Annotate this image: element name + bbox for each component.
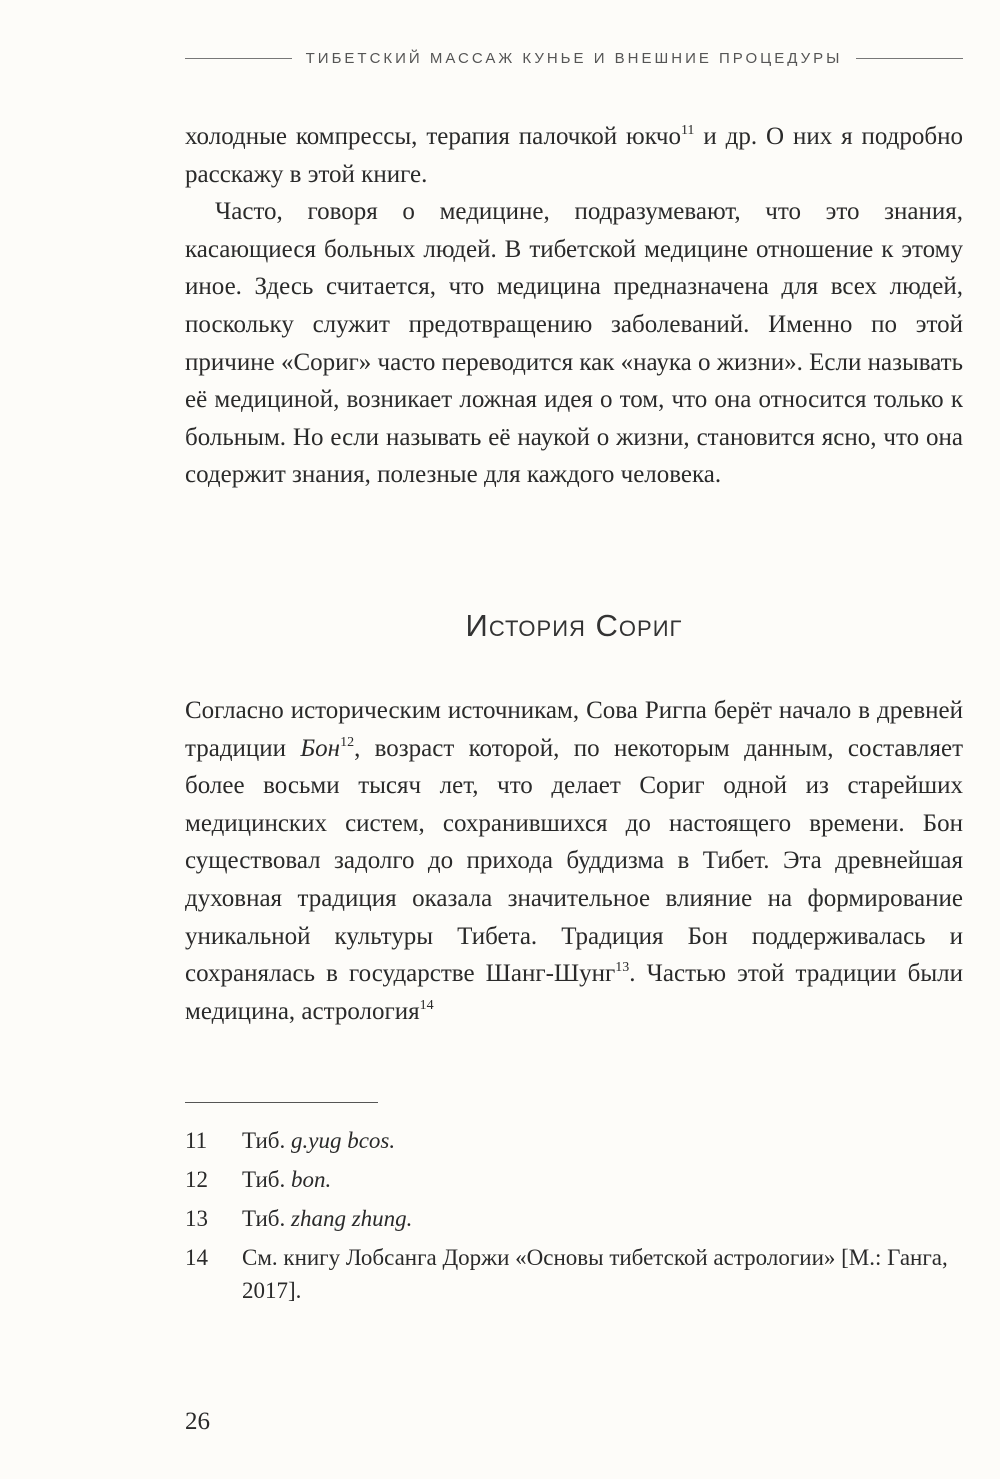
footnote-ref-11: 11 [680,123,695,138]
paragraph-3 [185,692,963,1030]
paragraph-3-text-end: . Частью этой традиции были медицина, астрология [185,960,963,1025]
footnote-text [242,1202,963,1235]
running-head [185,50,963,67]
footnote [185,1163,963,1196]
footnote [185,1202,963,1235]
running-head-title: ТИБЕТСКИЙ МАССАЖ КУНЬЕ И ВНЕШНИЕ ПРОЦЕДУРЫ [305,50,843,67]
footnote-ref-13: 13 [615,960,630,976]
footnote-prefix: Тиб. [242,1206,291,1231]
footnote-text [242,1124,963,1157]
paragraph-1 [185,118,963,193]
top-text-block [185,118,963,494]
section-title: История Сориг [465,608,683,643]
history-text-block [185,692,963,1030]
footnote-text [242,1241,963,1307]
running-head-rule-right [856,58,963,59]
paragraph-3-text-mid: , возраст которой, по некоторым данным, составляет более восьми тысяч лет, что делает Сориг одной из старейших медицинских систем, сохранившихся до настоящего времени. Бон существовал задолго до прихода буддизма в Тибет. Эта древнейшая духовная традиция оказала значительное влияние на формирование уникальной культуры Тибета. Традиция Бон поддерживалась и сохранялась в государстве Шанг-Шунг [185,734,963,988]
paragraph-2: Часто, говоря о медицине, подразумевают, что это знания, касающиеся больных людей. В тибетской медицине отношение к этому иное. Здесь считается, что медицина предназначена для всех людей, поскольку служит предотвращению заболеваний. Именно по этой причине «Сориг» часто переводится как «наука о жизни». Если называть её медициной, возникает ложная идея о том, что она относится только к больным. Но если называть её наукой о жизни, становится ясно, что она содержит знания, полезные для каждого человека. [185,198,963,489]
paragraph-1-text-end: и др. О них я подробно расскажу в этой книге. [185,123,963,188]
footnote-separator [185,1102,378,1103]
footnote-ref-12: 12 [340,734,355,750]
paragraph-3-text: Согласно историческим источникам, Сова Ригпа берёт начало в древней традиции [185,697,963,762]
footnote-prefix: См. книгу Лобсанга Доржи «Основы тибетской астрологии» [М.: Ганга, 2017]. [242,1245,948,1303]
footnote-term: g.yug bcos. [291,1128,396,1153]
footnote-number: 14 [185,1245,208,1270]
term-bon: Бон [300,734,341,762]
paragraph-1-text: холодные компрессы, терапия палочкой юкчо [185,123,681,150]
footnote-term: zhang zhung. [291,1206,413,1231]
footnote-text [242,1163,963,1196]
footnote [185,1124,963,1157]
footnote-prefix: Тиб. [242,1167,291,1192]
page-number: 26 [185,1408,210,1435]
footnote-prefix: Тиб. [242,1128,291,1153]
running-head-rule-left [185,58,292,59]
footnote-term: bon. [291,1167,332,1192]
footnote-number: 11 [185,1128,208,1153]
footnote-number: 13 [185,1206,208,1231]
footnote-ref-14: 14 [419,997,434,1013]
footnotes [185,1124,963,1313]
footnote-number: 12 [185,1167,208,1192]
footnote [185,1241,963,1307]
